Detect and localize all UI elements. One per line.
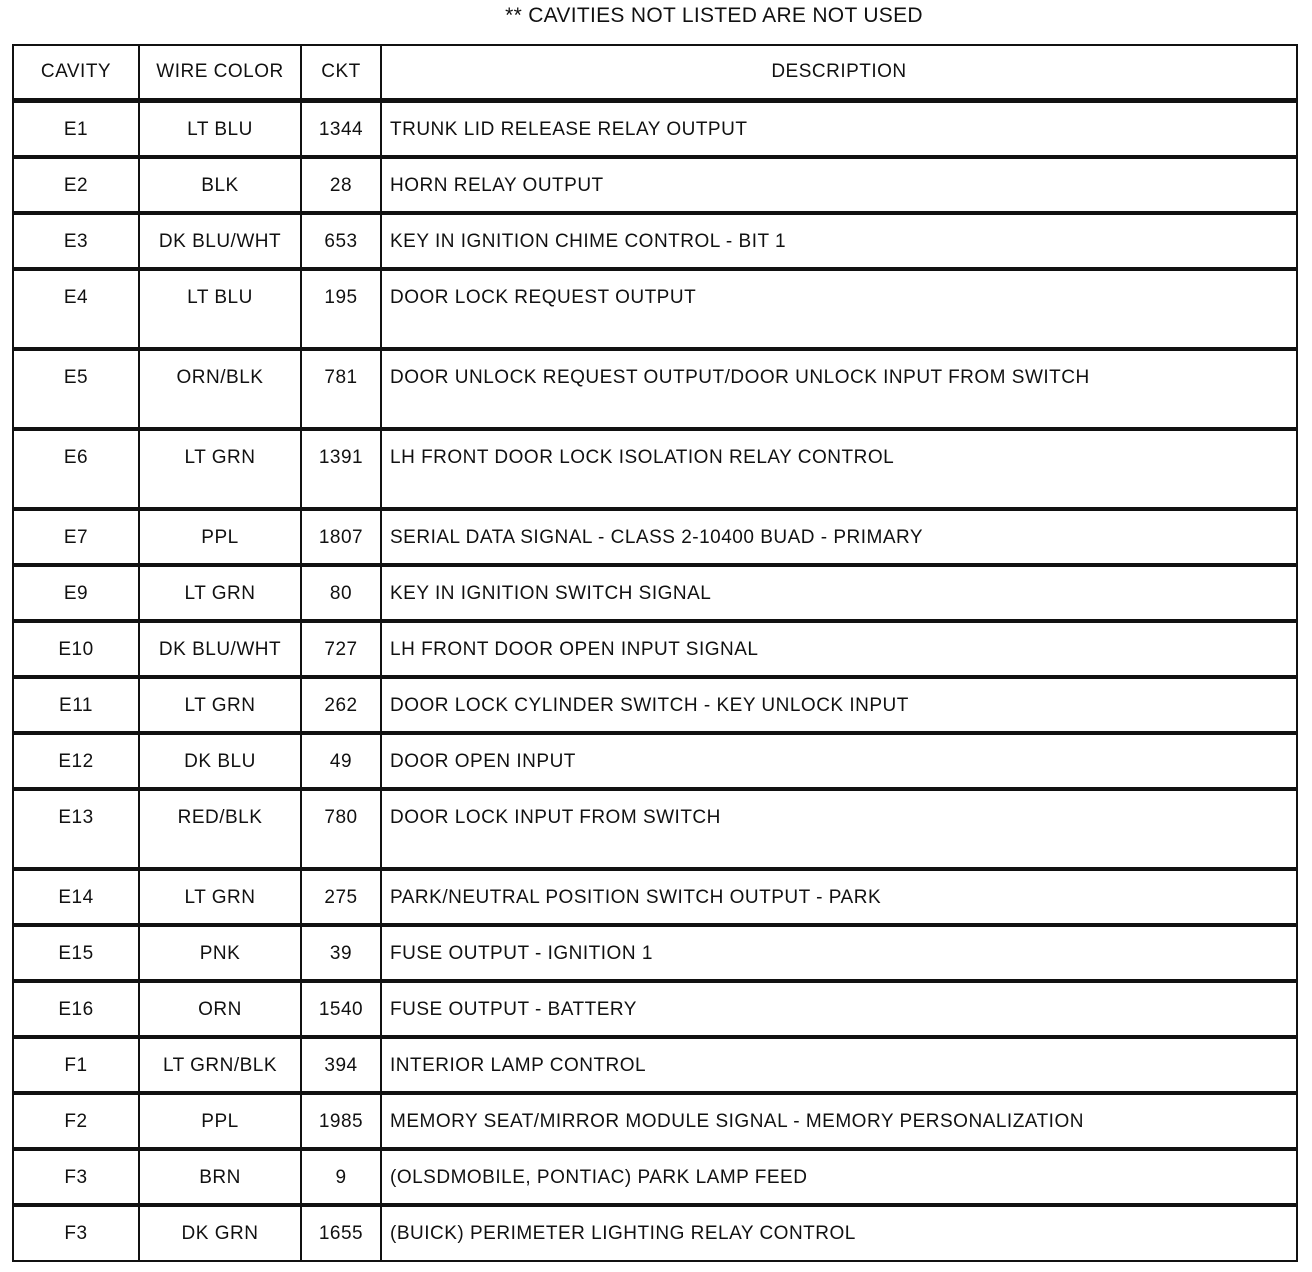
table-row [13, 429, 1297, 509]
cell-description: DOOR LOCK CYLINDER SWITCH - KEY UNLOCK INPUT [381, 677, 1297, 733]
cell-wire-color: LT GRN [139, 429, 301, 509]
cell-wire-color: BRN [139, 1149, 301, 1205]
table-row [13, 733, 1297, 789]
cell-cavity: F3 [13, 1205, 139, 1261]
cell-ckt: 727 [301, 621, 381, 677]
cell-wire-color: ORN [139, 981, 301, 1037]
header-ckt: CKT [301, 45, 381, 101]
cell-description: KEY IN IGNITION CHIME CONTROL - BIT 1 [381, 213, 1297, 269]
header-row [13, 45, 1297, 101]
cell-description: DOOR LOCK INPUT FROM SWITCH [381, 789, 1297, 869]
cell-ckt: 653 [301, 213, 381, 269]
cell-cavity: E2 [13, 157, 139, 213]
cell-description: FUSE OUTPUT - BATTERY [381, 981, 1297, 1037]
cell-wire-color: RED/BLK [139, 789, 301, 869]
table-row [13, 677, 1297, 733]
cell-wire-color: DK BLU/WHT [139, 213, 301, 269]
cell-description: (BUICK) PERIMETER LIGHTING RELAY CONTROL [381, 1205, 1297, 1261]
cell-ckt: 80 [301, 565, 381, 621]
cell-description: MEMORY SEAT/MIRROR MODULE SIGNAL - MEMORY PERSONALIZATION [381, 1093, 1297, 1149]
table-row [13, 269, 1297, 349]
cell-wire-color: LT GRN [139, 677, 301, 733]
table-row [13, 1205, 1297, 1261]
table-row [13, 869, 1297, 925]
cell-ckt: 275 [301, 869, 381, 925]
cell-description: LH FRONT DOOR OPEN INPUT SIGNAL [381, 621, 1297, 677]
cell-description: TRUNK LID RELEASE RELAY OUTPUT [381, 101, 1297, 157]
cell-ckt: 1344 [301, 101, 381, 157]
cell-cavity: E3 [13, 213, 139, 269]
cell-description: DOOR LOCK REQUEST OUTPUT [381, 269, 1297, 349]
table-row [13, 789, 1297, 869]
cell-cavity: F3 [13, 1149, 139, 1205]
unused-cavities-note: ** CAVITIES NOT LISTED ARE NOT USED [505, 4, 923, 27]
cell-cavity: E15 [13, 925, 139, 981]
cell-cavity: E12 [13, 733, 139, 789]
table-row [13, 101, 1297, 157]
cell-description: DOOR UNLOCK REQUEST OUTPUT/DOOR UNLOCK INPUT FROM SWITCH [381, 349, 1297, 429]
cell-ckt: 49 [301, 733, 381, 789]
cell-ckt: 28 [301, 157, 381, 213]
cell-wire-color: ORN/BLK [139, 349, 301, 429]
cell-wire-color: PPL [139, 509, 301, 565]
cell-ckt: 1985 [301, 1093, 381, 1149]
header-cavity: CAVITY [13, 45, 139, 101]
header-wire-color: WIRE COLOR [139, 45, 301, 101]
cell-cavity: E14 [13, 869, 139, 925]
table-row [13, 1149, 1297, 1205]
cell-wire-color: DK BLU [139, 733, 301, 789]
cell-ckt: 39 [301, 925, 381, 981]
cell-cavity: E16 [13, 981, 139, 1037]
cell-wire-color: LT GRN [139, 869, 301, 925]
cell-description: DOOR OPEN INPUT [381, 733, 1297, 789]
cell-cavity: E13 [13, 789, 139, 869]
table-row [13, 925, 1297, 981]
cell-cavity: E4 [13, 269, 139, 349]
cell-description: INTERIOR LAMP CONTROL [381, 1037, 1297, 1093]
cell-cavity: E7 [13, 509, 139, 565]
cell-ckt: 780 [301, 789, 381, 869]
cell-description: SERIAL DATA SIGNAL - CLASS 2-10400 BUAD - PRIMARY [381, 509, 1297, 565]
connector-pinout-table [12, 44, 1298, 1262]
table-row [13, 981, 1297, 1037]
table-row [13, 565, 1297, 621]
cell-wire-color: PPL [139, 1093, 301, 1149]
table-row [13, 1093, 1297, 1149]
cell-ckt: 1391 [301, 429, 381, 509]
cell-ckt: 394 [301, 1037, 381, 1093]
cell-wire-color: LT GRN/BLK [139, 1037, 301, 1093]
table-row [13, 621, 1297, 677]
cell-wire-color: LT BLU [139, 101, 301, 157]
cell-description: KEY IN IGNITION SWITCH SIGNAL [381, 565, 1297, 621]
cell-cavity: E9 [13, 565, 139, 621]
header-description: DESCRIPTION [381, 45, 1297, 101]
cell-wire-color: PNK [139, 925, 301, 981]
table-row [13, 157, 1297, 213]
cell-cavity: E6 [13, 429, 139, 509]
table-row [13, 349, 1297, 429]
table-row [13, 509, 1297, 565]
cell-cavity: E1 [13, 101, 139, 157]
cell-ckt: 781 [301, 349, 381, 429]
cell-description: FUSE OUTPUT - IGNITION 1 [381, 925, 1297, 981]
cell-wire-color: BLK [139, 157, 301, 213]
cell-ckt: 1807 [301, 509, 381, 565]
cell-ckt: 1540 [301, 981, 381, 1037]
cell-description: (OLSDMOBILE, PONTIAC) PARK LAMP FEED [381, 1149, 1297, 1205]
cell-wire-color: DK BLU/WHT [139, 621, 301, 677]
cell-cavity: F2 [13, 1093, 139, 1149]
cell-cavity: E11 [13, 677, 139, 733]
table-row [13, 213, 1297, 269]
cell-wire-color: LT GRN [139, 565, 301, 621]
cell-cavity: F1 [13, 1037, 139, 1093]
cell-ckt: 1655 [301, 1205, 381, 1261]
cell-wire-color: LT BLU [139, 269, 301, 349]
cell-wire-color: DK GRN [139, 1205, 301, 1261]
cell-cavity: E5 [13, 349, 139, 429]
cell-ckt: 195 [301, 269, 381, 349]
cell-description: HORN RELAY OUTPUT [381, 157, 1297, 213]
cell-description: LH FRONT DOOR LOCK ISOLATION RELAY CONTROL [381, 429, 1297, 509]
cell-ckt: 262 [301, 677, 381, 733]
table-row [13, 1037, 1297, 1093]
cell-description: PARK/NEUTRAL POSITION SWITCH OUTPUT - PARK [381, 869, 1297, 925]
cell-cavity: E10 [13, 621, 139, 677]
cell-ckt: 9 [301, 1149, 381, 1205]
